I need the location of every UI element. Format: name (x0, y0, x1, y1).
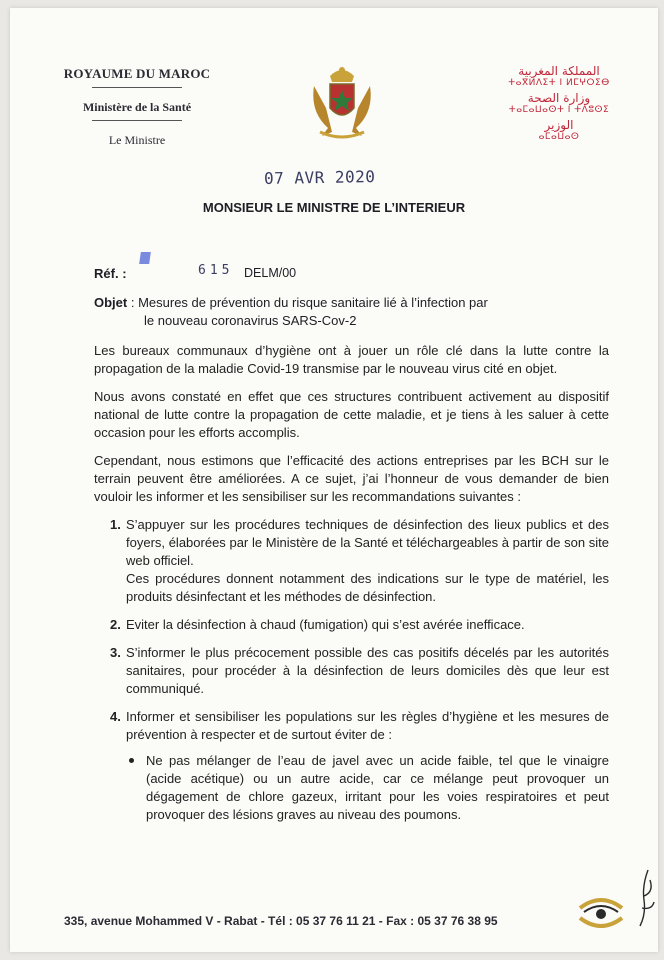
footer-address: 335, avenue Mohammed V - Rabat - Tél : 05 37 76 11 21 - Fax : 05 37 76 38 95 (64, 914, 498, 928)
royal-coat-of-arms-icon (306, 62, 378, 147)
item-text: Informer et sensibiliser les populations sur les règles d’hygiène et les mesures de prévention à respecter et de surtout éviter de : (126, 709, 609, 742)
paragraph: Les bureaux communaux d’hygiène ont à jouer un rôle clé dans la lutte contre la propagation de la maladie Covid-19 transmise par le nouveau virus cité en objet. (94, 343, 609, 376)
item-number: 4. (110, 709, 121, 724)
ministry-label: Ministère de la Santé (82, 100, 192, 114)
ministry-logo-icon (576, 888, 626, 939)
reference-code: DELM/00 (244, 266, 297, 280)
item-number: 2. (110, 617, 121, 632)
bullet-icon (129, 758, 134, 763)
list-item (94, 708, 609, 824)
item-number: 3. (110, 645, 121, 660)
kingdom-label-tifinagh: ⵜⴰⴳⵍⴷⵉⵜ ⵏ ⵍⵎⵖⵔⵉⴱ (508, 78, 610, 88)
item-text: Eviter la désinfection à chaud (fumigation) qui s’est avérée inefficace. (126, 617, 525, 632)
subject-text: : Mesures de prévention du risque sanitaire lié à l’infection par (130, 295, 488, 310)
kingdom-label-arabic: المملكة المغربية (518, 64, 600, 78)
reference-number: 615 (198, 263, 234, 278)
list-item (94, 644, 609, 698)
list-item (94, 516, 609, 606)
item-number: 1. (110, 517, 121, 532)
reference-colon: : (122, 266, 127, 281)
subject-text-continued: le nouveau coronavirus SARS-Cov-2 (144, 313, 357, 328)
ink-mark (139, 252, 151, 264)
minister-label-tifinagh: ⴰⵎⴰⵡⴰⵙ (538, 132, 580, 142)
ministry-label-arabic: وزارة الصحة (527, 91, 591, 105)
ministry-label-tifinagh: ⵜⴰⵎⴰⵡⴰⵙⵜ ⵏ ⵜⴷⵓⵙⵉ (508, 105, 610, 115)
divider (92, 120, 182, 121)
subject-line (94, 294, 614, 330)
minister-label-arabic: الوزير (544, 118, 574, 132)
minister-label: Le Ministre (108, 133, 166, 147)
letterhead-left (52, 66, 222, 148)
divider (92, 87, 182, 88)
list-item (94, 616, 609, 634)
subject-label: Objet (94, 295, 128, 310)
bullet-text: Ne pas mélanger de l’eau de javel avec un acide faible, tel que le vinaigre (acide acétique) ou un autre acide, car ce mélange peut provoquer un dégagement de chlore gazeux, irritant pour les voies respiratoires et peut provoquer des lésions graves au niveau des poumons. (146, 753, 609, 822)
reference-line (94, 263, 297, 281)
letterhead-right (484, 64, 634, 145)
paragraph: Nous avons constaté en effet que ces structures contribuent activement au dispositif national de lutte contre la propagation de cette maladie, et je tiens à les saluer à cette occasion pour les efforts accomplis. (94, 389, 609, 440)
bullet-item (126, 752, 609, 824)
paragraph: Cependant, nous estimons que l’efficacité des actions entreprises par les BCH sur le terrain peuvent être améliorées. A ce sujet, j’ai l’honneur de vous demander de bien vouloir les informer et les sensibiliser sur les recommandations suivantes : (94, 453, 609, 504)
kingdom-label: ROYAUME DU MAROC (63, 66, 211, 81)
item-text: S’informer le plus précocement possible des cas positifs décelés par les autorités sanitaires, pour procéder à la désinfection de leurs domiciles dès que leur est communiqué. (126, 645, 609, 696)
recipient-title: MONSIEUR LE MINISTRE DE L’INTERIEUR (202, 200, 466, 215)
letter-body (94, 342, 609, 834)
reference-label: Réf. (94, 266, 119, 281)
date-stamp: 07 AVR 2020 (263, 167, 376, 188)
item-text: S’appuyer sur les procédures techniques de désinfection des lieux publics et des foyers, élaborées par le Ministère de la Santé et téléchargeables à partir de son site web officiel. (126, 517, 609, 568)
sub-bullet-list (126, 752, 609, 824)
letter-page (10, 8, 658, 952)
recommendations-list (94, 516, 609, 824)
signature-icon (634, 866, 658, 935)
item-text: Ces procédures donnent notamment des indications sur le type de matériel, les produits désinfectant et les méthodes de désinfection. (126, 571, 609, 604)
